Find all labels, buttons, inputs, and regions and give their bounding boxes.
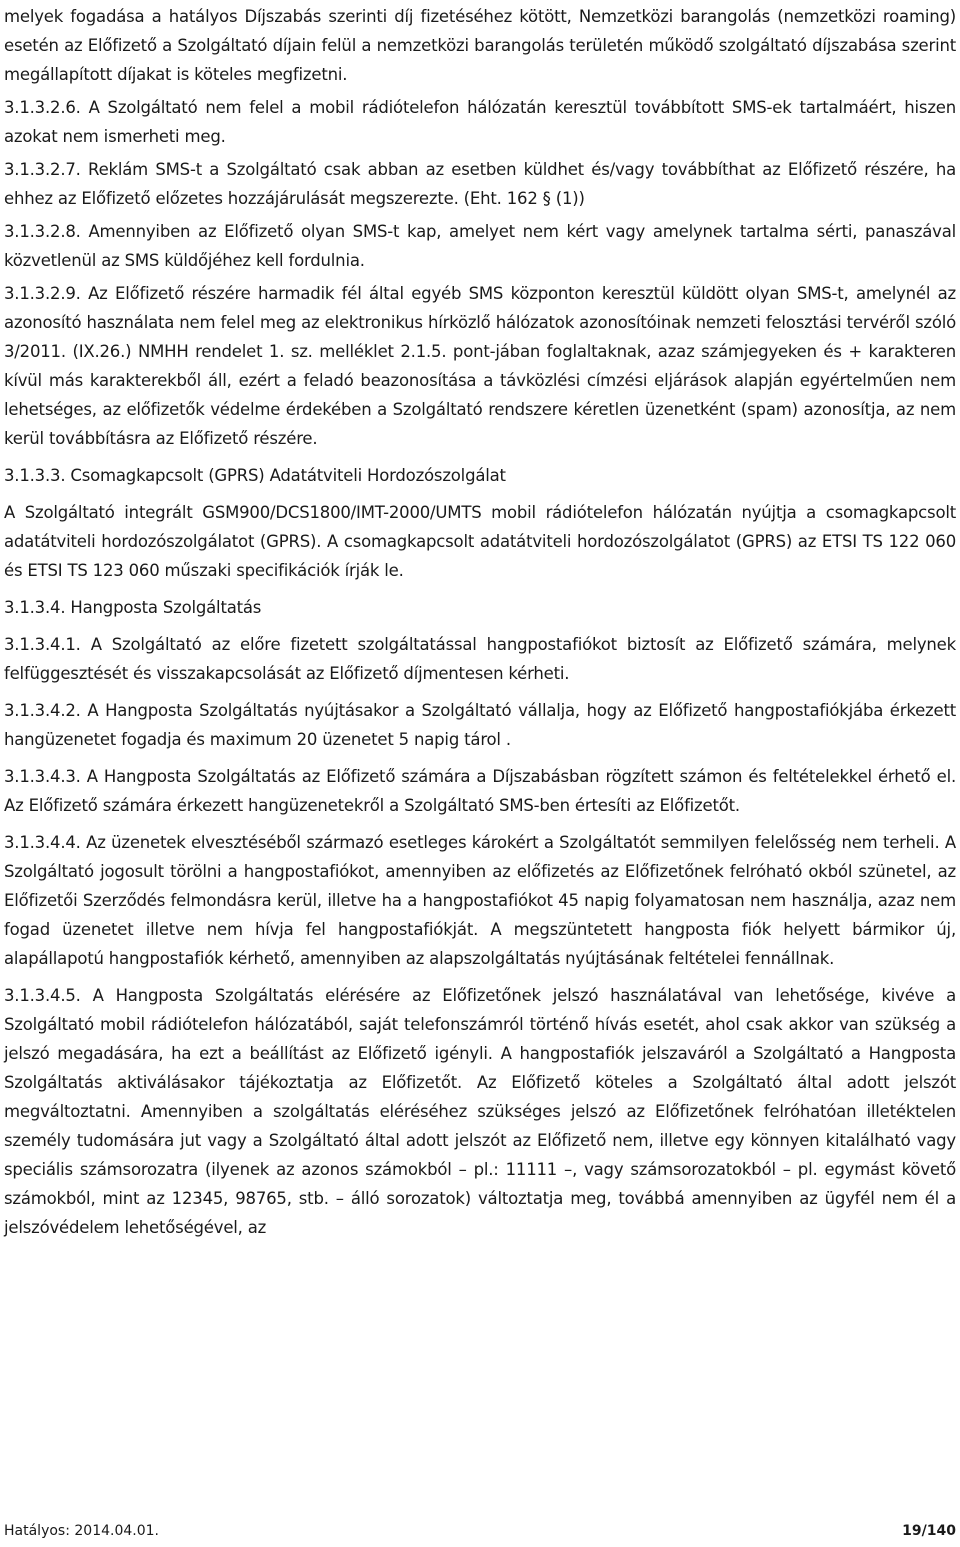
document-body [4, 0, 956, 1242]
heading-3-1-3-4: 3.1.3.4. Hangposta Szolgáltatás [4, 598, 262, 617]
page-number: 19/140 [902, 1523, 956, 1539]
page-footer [4, 1520, 956, 1542]
paragraph-3-1-3-4-1: 3.1.3.4.1. A Szolgáltató az előre fizetett szolgáltatással hangpostafiókot biztosít az Előfizető számára, melynek felfüggesztését és visszakapcsolását az Előfizető díjmentesen kérheti. [4, 635, 956, 683]
paragraph-3-1-3-4-3: 3.1.3.4.3. A Hangposta Szolgáltatás az Előfizető számára a Díjszabásban rögzített számon és feltételekkel érhető el. Az Előfizető számára érkezett hangüzenetekről a Szolgáltató SMS-ben értesíti az Előfizetőt. [4, 767, 956, 815]
paragraph-3-1-3-2-8: 3.1.3.2.8. Amennyiben az Előfizető olyan SMS-t kap, amelyet nem kért vagy amelynek tartalma sérti, panaszával közvetlenül az SMS küldőjéhez kell fordulnia. [4, 222, 956, 270]
paragraph-gprs: A Szolgáltató integrált GSM900/DCS1800/IMT-2000/UMTS mobil rádiótelefon hálózatán nyújtja a csomagkapcsolt adatátviteli hordozószolgálatot (GPRS). A csomagkapcsolt adatátviteli hordozószolgálatot (GPRS) az ETSI TS 122 060 és ETSI TS 123 060 műszaki specifikációk írják le. [4, 503, 956, 580]
paragraph-3-1-3-4-4: 3.1.3.4.4. Az üzenetek elvesztéséből származó esetleges károkért a Szolgáltatót semmilyen felelősség nem terheli. A Szolgáltató jogosult törölni a hangpostafiókot, amennyiben az előfizetés az Előfizetőnek felróható okból szünetel, az Előfizetői Szerződés felmondásra kerül, illetve ha a hangpostafiókot 45 napig folyamatosan nem használja, azaz nem fogad üzenetet illetve nem hívja fel hangpostafiókját. A megszüntetett hangposta fiók helyett bármikor új, alapállapotú hangpostafiók kérhető, amennyiben az alapszolgáltatás nyújtásának feltételei fennállnak. [4, 833, 956, 968]
paragraph-3-1-3-2-9: 3.1.3.2.9. Az Előfizető részére harmadik fél által egyéb SMS központon keresztül küldött olyan SMS-t, amelynél az azonosító használata nem felel meg az elektronikus hírközlő hálózatok azonosítóinak nemzeti felosztási tervéről szóló 3/2011. (IX.26.) NMHH rendelet 1. sz. melléklet 2.1.5. pont-jában foglaltaknak, azaz számjegyeken és + karakteren kívül más karakterekből áll, ezért a feladó beazonosítása a távközlési címzési eljárások alapján egyértelműen nem lehetséges, az előfizetők védelme érdekében a Szolgáltató rendszere kéretlen üzenetként (spam) azonosítja, az nem kerül továbbításra az Előfizető részére. [4, 284, 956, 448]
effective-date: Hatályos: 2014.04.01. [4, 1523, 159, 1539]
paragraph-3-1-3-4-2: 3.1.3.4.2. A Hangposta Szolgáltatás nyújtásakor a Szolgáltató vállalja, hogy az Előfizető hangpostafiókjába érkezett hangüzenetet fogadja és maximum 20 üzenetet 5 napig tárol . [4, 701, 956, 749]
heading-3-1-3-3: 3.1.3.3. Csomagkapcsolt (GPRS) Adatátviteli Hordozószolgálat [4, 466, 506, 485]
paragraph-3-1-3-2-6: 3.1.3.2.6. A Szolgáltató nem felel a mobil rádiótelefon hálózatán keresztül továbbított SMS-ek tartalmáért, hiszen azokat nem ismerheti meg. [4, 98, 956, 146]
paragraph-roaming-fees: melyek fogadása a hatályos Díjszabás szerinti díj fizetéséhez kötött, Nemzetközi barangolás (nemzetközi roaming) esetén az Előfizető a Szolgáltató díjain felül a nemzetközi barangolás területén működő szolgáltató díjszabása szerint megállapított díjakat is köteles megfizetni. [4, 7, 956, 84]
paragraph-3-1-3-2-7: 3.1.3.2.7. Reklám SMS-t a Szolgáltató csak abban az esetben küldhet és/vagy továbbíthat az Előfizető részére, ha ehhez az Előfizető előzetes hozzájárulását megszerezte. (Eht. 162 § (1)) [4, 160, 956, 208]
paragraph-3-1-3-4-5: 3.1.3.4.5. A Hangposta Szolgáltatás elérésére az Előfizetőnek jelszó használatával van lehetősége, kivéve a Szolgáltató mobil rádiótelefon hálózatából, saját telefonszámról történő hívás esetét, ahol csak akkor van szükség a jelszó megadására, ha ezt a beállítást az Előfizető igényli. A hangpostafiók jelszaváról a Szolgáltató a Hangposta Szolgáltatás aktiválásakor tájékoztatja az Előfizetőt. Az Előfizető köteles a Szolgáltató által adott jelszót megváltoztatni. Amennyiben a szolgáltatás eléréséhez szükséges jelszó az Előfizetőnek felróhatóan illetéktelen személy tudomására jut vagy a Szolgáltató által adott jelszót az Előfizető nem, illetve egy könnyen kitalálható vagy speciális számsorozatra (ilyenek az azonos számokból – pl.: 11111 –, vagy számsorozatokból – pl. egymást követő számokból, mint az 12345, 98765, stb. – álló sorozatok) változtatja meg, továbbá amennyiben az ügyfél nem él a jelszóvédelem lehetőségével, az [4, 986, 956, 1237]
